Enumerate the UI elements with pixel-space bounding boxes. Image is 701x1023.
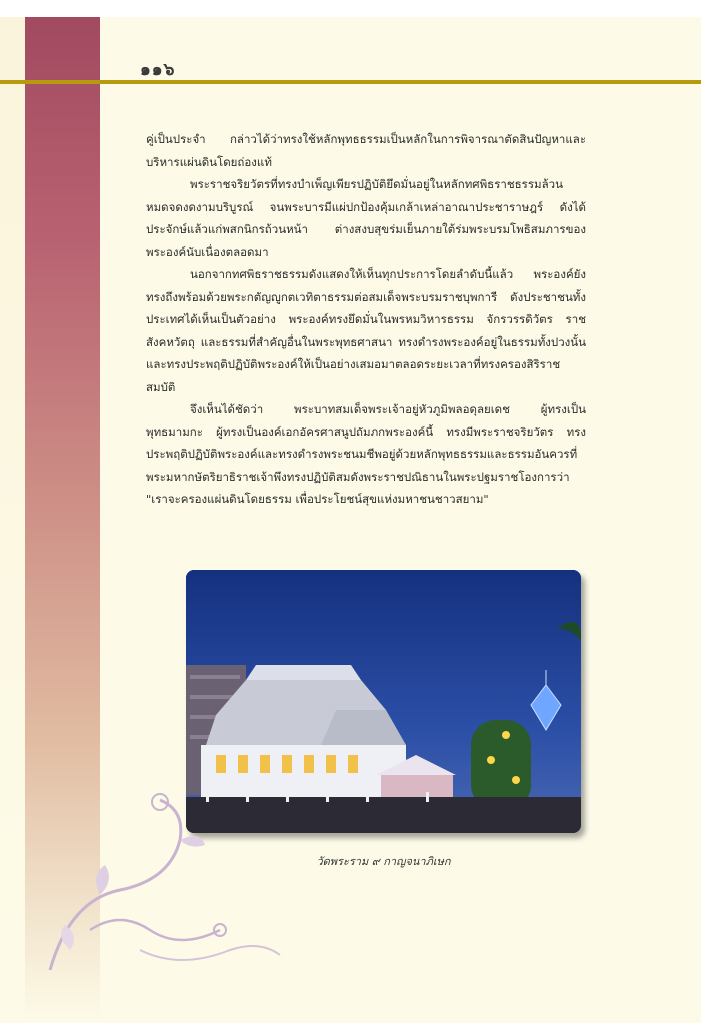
left-margin xyxy=(0,17,25,1023)
floral-ornament xyxy=(30,780,290,980)
header-rule xyxy=(0,80,701,84)
paragraph-3: นอกจากทศพิธราชธรรมดังแสดงให้เห็นทุกประการโดยลำดับนี้แล้ว พระองค์ยังทรงถึงพร้อมด้วยพระกตัญญูกตเวทิตาธรรมต่อสมเด็จพระบรมราชบุพการี ดังประชาชนทั้งประเทศได้เห็นเป็นตัวอย่าง พระองค์ทรงยึดมั่นในพรหมวิหารธรรม จักรวรรดิวัตร ราชสังคหวัตถุ และธรรมที่สำคัญอื่นในพระพุทธศาสนา ทรงดำรงพระองค์อยู่ในธรรมทั้งปวงนั้นและทรงประพฤติปฏิบัติพระองค์ให้เป็นอย่างเสมอมาตลอดระยะเวลาที่ทรงครองสิริราชสมบัติ xyxy=(146,267,586,394)
tree xyxy=(471,720,531,810)
paragraph-4: จึงเห็นได้ชัดว่า พระบาทสมเด็จพระเจ้าอยู่หัวภูมิพลอดุลยเดช ผู้ทรงเป็นพุทธมามกะ ผู้ทรงเป็นองค์เอกอัครศาสนูปถัมภกพระองค์นี้ ทรงมีพระราชจริยวัตร ทรงประพฤติปฏิบัติพระองค์และทรงดำรงพระชนมชีพอยู่ด้วยหลักพุทธธรรมและธรรมอันควรที่พระมหากษัตริยาธิราชเจ้าพึงทรงปฏิบัติสมดังพระราชปณิธานในพระปฐมราชโองการว่า "เราจะครองแผ่นดินโดยธรรม เพื่อประโยชน์สุขแห่งมหาชนชาวสยาม" xyxy=(146,402,586,506)
paragraph-1: คู่เป็นประจำ กล่าวได้ว่าทรงใช้หลักพุทธธรรมเป็นหลักในการพิจารณาตัดสินปัญหาและบริหารแผ่นดินโดยถ่องแท้ xyxy=(146,132,586,169)
body-text xyxy=(146,128,586,511)
top-margin xyxy=(0,0,701,17)
photo-caption: วัดพระราม ๙ กาญจนาภิเษก xyxy=(316,855,451,868)
page-number: ๑๑๖ xyxy=(140,60,176,80)
paragraph-2: พระราชจริยวัตรที่ทรงบำเพ็ญเพียรปฏิบัติยึดมั่นอยู่ในหลักทศพิธราชธรรมล้วนหมดจดงดงามบริบูรณ์ จนพระบารมีแผ่ปกป้องคุ้มเกล้าเหล่าอาณาประชาราษฎร์ ดังได้ประจักษ์แล้วแก่พสกนิกรถ้วนหน้า ต่างสงบสุขร่มเย็นภายใต้ร่มพระบรมโพธิสมภารของพระองค์นับเนื่องตลอดมา xyxy=(146,177,586,259)
